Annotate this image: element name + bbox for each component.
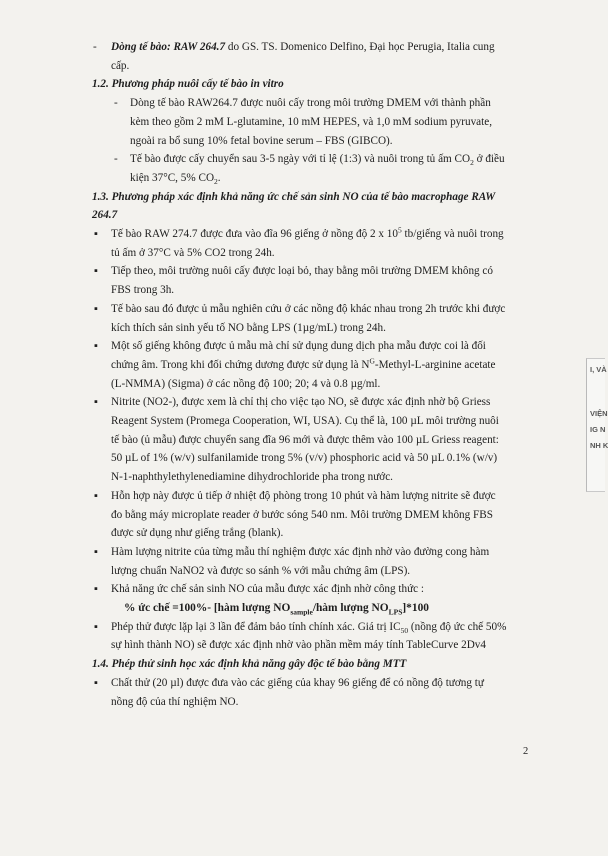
text-run: -Methyl-L-arginine acetate <box>374 358 496 371</box>
paragraph-text <box>111 487 496 506</box>
text-line <box>0 674 604 693</box>
text-line <box>0 356 604 375</box>
paragraph-text <box>111 543 489 562</box>
text-run: sự hình thành NO) sẽ được xác định nhờ vào phần mềm máy tính TableCurve 2Dv4 <box>111 639 486 652</box>
text-run: do GS. TS. Domenico Delfino, Đại học Perugia, Italia cung <box>225 41 495 53</box>
text-run: (nồng độ ức chế 50% <box>408 620 507 633</box>
text-run: Nitrite (NO2-), được xem là chỉ thị cho việc tạo NO, sẽ được xác định nhờ bộ Griess <box>111 396 491 409</box>
text-run: 264.7 <box>92 209 118 222</box>
text-line <box>0 431 604 450</box>
section-heading <box>92 655 406 674</box>
text-run: kiện 37°C, 5% CO <box>130 171 215 184</box>
text-line <box>0 487 604 506</box>
text-run: ]*100 <box>402 602 429 614</box>
text-line <box>0 468 604 487</box>
text-run: chứng âm. Trong khi đối chứng dương được sử dụng là N <box>111 358 370 371</box>
text-line <box>0 206 604 225</box>
paragraph-text <box>111 300 505 319</box>
text-run: . <box>217 171 221 184</box>
paragraph-text <box>111 449 497 468</box>
paragraph-text <box>111 562 410 581</box>
text-line <box>0 150 604 169</box>
paragraph-text <box>111 356 495 375</box>
paragraph-text <box>111 674 484 693</box>
bullet-marker: ▪ <box>94 676 98 689</box>
text-line <box>0 337 604 356</box>
text-line <box>0 693 604 712</box>
text-run: nồng độ của thí nghiệm NO. <box>111 695 239 708</box>
paragraph-text <box>130 150 505 169</box>
bullet-marker: ▪ <box>94 489 98 502</box>
text-run: Dòng tế bào: RAW 264.7 <box>111 41 226 53</box>
paragraph-text <box>111 636 486 655</box>
text-line <box>0 38 604 57</box>
library-stamp-strip <box>586 358 608 492</box>
stamp-text-1: I, VÀ <box>590 365 607 374</box>
text-run: N-1-naphthylethylenediamine dihydrochloride pha trong nước. <box>111 471 393 484</box>
dash-marker: - <box>114 153 118 166</box>
dash-marker: - <box>93 41 97 53</box>
text-run: sample <box>290 607 313 617</box>
paragraph-text <box>111 375 380 394</box>
text-run: Chất thử (20 µl) được đưa vào các giếng của khay 96 giếng để có nồng độ tương tự <box>111 676 484 689</box>
text-line <box>0 225 604 244</box>
text-line <box>0 412 604 431</box>
text-line <box>0 319 604 338</box>
stamp-text-3: IG N <box>590 425 606 434</box>
text-run: LPS <box>388 607 403 617</box>
text-line <box>0 580 604 599</box>
text-line <box>0 244 604 263</box>
paragraph-text <box>111 337 486 356</box>
text-line <box>0 506 604 525</box>
text-run: Phép thử được lặp lại 3 lần để đảm bảo tính chính xác. Giá trị IC <box>111 620 401 633</box>
text-run: 50 µL of 1% (w/v) sulfanilamide trong 5% (v/v) phosphoric acid và 50 µL 0.1% (w/v) <box>111 452 498 465</box>
text-run: 2 <box>214 177 218 187</box>
text-run: 2 <box>470 158 474 168</box>
text-run: /hàm lượng NO <box>312 602 389 614</box>
text-line <box>0 375 604 394</box>
text-line <box>0 636 604 655</box>
bullet-marker: ▪ <box>94 302 98 315</box>
text-run: Tế bào sau đó được ủ mẫu nghiên cứu ở các nồng độ khác nhau trong 2h trước khi được <box>111 302 506 315</box>
text-run: G <box>369 356 375 366</box>
text-line <box>0 543 604 562</box>
text-run: Hàm lượng nitrite của từng mẫu thí nghiệm được xác định nhờ vào đường cong hàm <box>111 545 490 558</box>
text-run: tủ ấm ở 37°C và 5% CO2 trong 24h. <box>111 246 275 259</box>
text-line <box>0 132 604 151</box>
paragraph-text <box>111 393 490 412</box>
text-run: Hỗn hợp này được ủ tiếp ở nhiệt độ phòng trong 10 phút và hàm lượng nitrite sẽ được <box>111 489 496 502</box>
text-line <box>0 655 604 674</box>
paragraph-text <box>111 524 283 543</box>
bullet-marker: ▪ <box>94 396 98 409</box>
paragraph-text <box>111 412 499 431</box>
paragraph-text <box>111 580 424 599</box>
paragraph-text <box>130 94 491 113</box>
text-line <box>0 393 604 412</box>
paragraph-text <box>111 431 499 450</box>
paragraph-text <box>111 618 506 637</box>
text-run: Tiếp theo, môi trường nuôi cấy được loại bỏ, thay bằng môi trường DMEM không có <box>111 265 493 278</box>
text-run: % ức chế =100%- [hàm lượng NO <box>124 602 291 614</box>
text-run: 1.2. Phương pháp nuôi cấy tế bào in vitro <box>92 78 284 91</box>
text-run: được sử dụng như giếng trắng (blank). <box>111 527 284 540</box>
bullet-marker: ▪ <box>94 620 98 633</box>
text-run: Tế bào RAW 274.7 được đưa vào đĩa 96 giếng ở nồng độ 2 x 10 <box>111 228 398 240</box>
text-run: (L-NMMA) (Sigma) ở các nồng độ 100; 20; 4 và 0.8 µg/ml. <box>111 377 381 390</box>
text-line <box>0 599 604 618</box>
stamp-text-4: NH K <box>590 441 608 450</box>
page-number: 2 <box>523 746 529 757</box>
paragraph-text <box>111 281 174 300</box>
section-heading <box>92 75 284 94</box>
paragraph-text <box>111 262 493 281</box>
text-line <box>0 94 604 113</box>
section-heading <box>92 188 495 207</box>
bullet-marker: ▪ <box>94 545 98 558</box>
text-run: Dòng tế bào RAW264.7 được nuôi cấy trong môi trường DMEM với thành phần <box>130 97 491 110</box>
text-line <box>0 113 604 132</box>
text-line <box>0 188 604 207</box>
text-run: tb/giếng và nuôi trong <box>401 228 504 240</box>
text-line <box>0 449 604 468</box>
paragraph-text <box>111 506 493 525</box>
text-run: cấp. <box>111 59 130 72</box>
paragraph-text <box>111 319 386 338</box>
bullet-marker: ▪ <box>94 228 98 240</box>
text-run: Reagent System (Promega Cooperation, WI, USA). Cụ thể là, 100 µL môi trường nuôi <box>111 415 499 427</box>
text-run: Khả năng ức chế sản sinh NO của mẫu được xác định nhờ công thức : <box>111 583 425 596</box>
text-line <box>0 169 604 188</box>
paragraph-text <box>130 169 221 188</box>
text-run: 50 <box>400 625 409 635</box>
section-heading <box>92 206 117 225</box>
text-run: tế bào (ủ mẫu) được chuyển sang đĩa 96 mới và được thêm vào 100 µL Griess reagent: <box>111 433 499 446</box>
paragraph-text <box>111 468 393 487</box>
text-run: 1.3. Phương pháp xác định khả năng ức chế sản sinh NO của tế bào macrophage RAW <box>92 190 496 203</box>
paragraph-text <box>130 132 393 151</box>
paragraph-text <box>111 244 275 263</box>
paragraph-text <box>111 38 495 57</box>
text-line <box>0 75 604 94</box>
text-line <box>0 262 604 281</box>
text-run: Một số giếng không được ủ mẫu mà chỉ sử dụng dung dịch pha mẫu được coi là đối <box>111 340 486 353</box>
text-line <box>0 562 604 581</box>
paragraph-text <box>111 225 504 244</box>
formula-text <box>124 599 429 618</box>
text-run: ở điều <box>473 153 505 166</box>
text-run: 5 <box>397 225 402 235</box>
stamp-text-2: VIỆN <box>590 409 608 418</box>
text-line <box>0 281 604 300</box>
bullet-marker: ▪ <box>94 583 98 596</box>
text-run: lượng chuẩn NaNO2 và được so sánh % với mẫu chứng âm (LPS). <box>111 564 411 577</box>
text-run: kèm theo gồm 2 mM L-glutamine, 10 mM HEPES, và 1,0 mM sodium pyruvate, <box>130 115 493 128</box>
bullet-marker: ▪ <box>94 340 98 353</box>
text-line <box>0 57 604 76</box>
text-run: kích thích sản sinh yếu tố NO bằng LPS (1µg/mL) trong 24h. <box>111 321 386 334</box>
bullet-marker: ▪ <box>94 265 98 278</box>
text-line <box>0 618 604 637</box>
dash-marker: - <box>114 97 118 110</box>
paragraph-text <box>111 57 129 76</box>
text-run: Tế bào được cấy chuyển sau 3-5 ngày với tỉ lệ (1:3) và nuôi trong tủ ấm CO <box>130 153 471 166</box>
text-run: ngoài ra bổ sung 10% fetal bovine serum – FBS (GIBCO). <box>130 134 393 147</box>
text-line <box>0 524 604 543</box>
paragraph-text <box>130 113 492 132</box>
text-run: FBS trong 3h. <box>111 284 175 297</box>
text-run: đo bằng máy microplate reader ở bước sóng 540 nm. Môi trường DMEM không FBS <box>111 508 493 521</box>
paragraph-text <box>111 693 238 712</box>
text-run: 1.4. Phép thử sinh học xác định khả năng gây độc tế bào bằng MTT <box>92 658 407 671</box>
text-line <box>0 300 604 319</box>
